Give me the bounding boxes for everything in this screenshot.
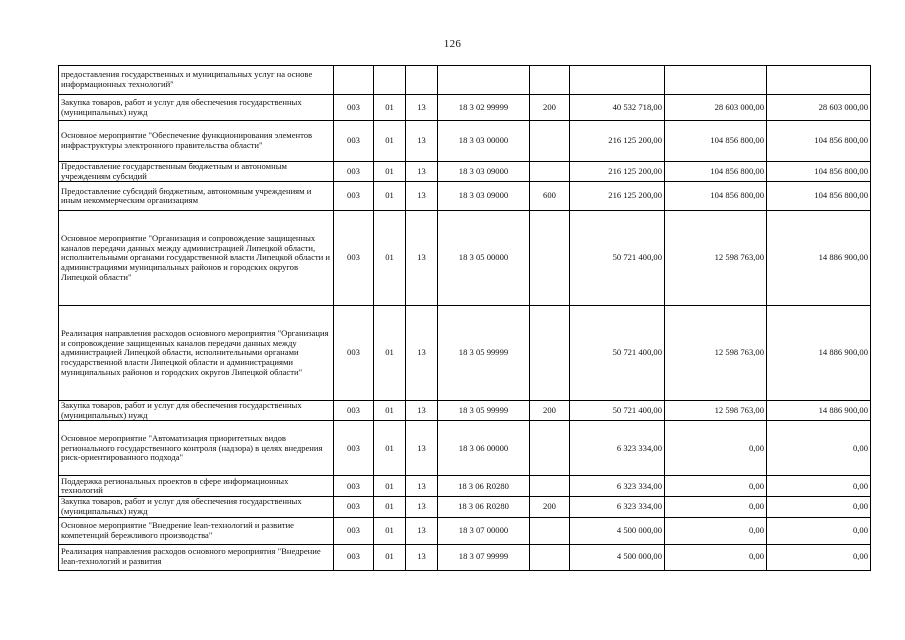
cell-amount-3: 104 856 800,00 xyxy=(767,121,871,162)
table-row xyxy=(59,401,871,421)
cell-expense-type xyxy=(530,306,570,401)
cell-section: 01 xyxy=(374,306,406,401)
table-row xyxy=(59,66,871,95)
cell-section: 01 xyxy=(374,211,406,306)
table-row xyxy=(59,182,871,211)
cell-expense-type: 200 xyxy=(530,497,570,517)
cell-target-article: 18 3 03 00000 xyxy=(438,121,530,162)
table-row xyxy=(59,517,871,544)
cell-target-article: 18 3 05 00000 xyxy=(438,211,530,306)
cell-amount-2: 0,00 xyxy=(665,517,767,544)
cell-amount-3: 0,00 xyxy=(767,476,871,497)
cell-expense-type xyxy=(530,162,570,182)
cell-target-article: 18 3 06 R0280 xyxy=(438,497,530,517)
cell-admin-code xyxy=(334,66,374,95)
cell-section: 01 xyxy=(374,162,406,182)
table-row xyxy=(59,497,871,517)
cell-amount-3: 14 886 900,00 xyxy=(767,401,871,421)
cell-amount-2: 104 856 800,00 xyxy=(665,121,767,162)
cell-admin-code: 003 xyxy=(334,497,374,517)
cell-admin-code: 003 xyxy=(334,182,374,211)
cell-target-article: 18 3 05 99999 xyxy=(438,401,530,421)
cell-target-article: 18 3 06 R0280 xyxy=(438,476,530,497)
cell-target-article: 18 3 03 09000 xyxy=(438,162,530,182)
cell-description: Предоставление государственным бюджетным и автономным учреждениям субсидий xyxy=(59,162,334,182)
cell-expense-type: 600 xyxy=(530,182,570,211)
cell-section: 01 xyxy=(374,95,406,121)
cell-amount-3: 104 856 800,00 xyxy=(767,162,871,182)
cell-amount-1: 40 532 718,00 xyxy=(570,95,665,121)
cell-subsection xyxy=(406,66,438,95)
cell-admin-code: 003 xyxy=(334,401,374,421)
cell-expense-type xyxy=(530,66,570,95)
cell-target-article: 18 3 06 00000 xyxy=(438,421,530,476)
cell-admin-code: 003 xyxy=(334,517,374,544)
cell-target-article: 18 3 02 99999 xyxy=(438,95,530,121)
cell-amount-3: 104 856 800,00 xyxy=(767,182,871,211)
cell-target-article: 18 3 03 09000 xyxy=(438,182,530,211)
cell-amount-2: 0,00 xyxy=(665,476,767,497)
cell-amount-1: 50 721 400,00 xyxy=(570,306,665,401)
cell-section: 01 xyxy=(374,121,406,162)
cell-amount-3: 0,00 xyxy=(767,517,871,544)
cell-amount-3: 0,00 xyxy=(767,544,871,570)
cell-subsection: 13 xyxy=(406,517,438,544)
cell-subsection: 13 xyxy=(406,401,438,421)
cell-subsection: 13 xyxy=(406,544,438,570)
cell-amount-1: 4 500 000,00 xyxy=(570,544,665,570)
cell-admin-code: 003 xyxy=(334,121,374,162)
cell-expense-type: 200 xyxy=(530,95,570,121)
cell-description: Реализация направления расходов основного мероприятия "Организация и сопровождение защищенных каналов передачи данных между администрацией Липецкой области, исполнительными органами государственной власти Липецкой области и администрациями муниципальных районов и городских округов Липецкой области" xyxy=(59,306,334,401)
cell-amount-2: 28 603 000,00 xyxy=(665,95,767,121)
cell-subsection: 13 xyxy=(406,306,438,401)
cell-target-article: 18 3 05 99999 xyxy=(438,306,530,401)
cell-amount-1: 216 125 200,00 xyxy=(570,182,665,211)
table-row xyxy=(59,421,871,476)
cell-subsection: 13 xyxy=(406,121,438,162)
table-row xyxy=(59,544,871,570)
cell-description: Закупка товаров, работ и услуг для обеспечения государственных (муниципальных) нужд xyxy=(59,497,334,517)
page-number: 126 xyxy=(443,38,462,50)
cell-amount-3 xyxy=(767,66,871,95)
cell-description: Основное мероприятие "Внедрение lean-технологий и развитие компетенций бережливого производства" xyxy=(59,517,334,544)
cell-expense-type xyxy=(530,211,570,306)
cell-amount-1: 6 323 334,00 xyxy=(570,497,665,517)
cell-amount-3: 0,00 xyxy=(767,421,871,476)
table-row xyxy=(59,162,871,182)
cell-description: Предоставление субсидий бюджетным, автономным учреждениям и иным некоммерческим организациям xyxy=(59,182,334,211)
cell-subsection: 13 xyxy=(406,182,438,211)
cell-admin-code: 003 xyxy=(334,421,374,476)
cell-section: 01 xyxy=(374,401,406,421)
table-row xyxy=(59,211,871,306)
cell-subsection: 13 xyxy=(406,95,438,121)
table-row xyxy=(59,306,871,401)
cell-admin-code: 003 xyxy=(334,211,374,306)
cell-expense-type xyxy=(530,544,570,570)
cell-target-article: 18 3 07 99999 xyxy=(438,544,530,570)
cell-expense-type xyxy=(530,421,570,476)
cell-amount-1: 6 323 334,00 xyxy=(570,421,665,476)
cell-amount-2: 12 598 763,00 xyxy=(665,211,767,306)
cell-amount-2: 104 856 800,00 xyxy=(665,182,767,211)
cell-amount-2: 0,00 xyxy=(665,497,767,517)
cell-subsection: 13 xyxy=(406,211,438,306)
cell-description: Закупка товаров, работ и услуг для обеспечения государственных (муниципальных) нужд xyxy=(59,95,334,121)
cell-section: 01 xyxy=(374,517,406,544)
cell-description: Основное мероприятие "Организация и сопровождение защищенных каналов передачи данных между администрацией Липецкой области, исполнительными органами государственной власти Липецкой области и администрациями муниципальных районов и городских округов Липецкой области" xyxy=(59,211,334,306)
cell-amount-1: 216 125 200,00 xyxy=(570,121,665,162)
table-row xyxy=(59,95,871,121)
cell-expense-type xyxy=(530,121,570,162)
cell-section: 01 xyxy=(374,421,406,476)
cell-description: Основное мероприятие "Автоматизация приоритетных видов регионального государственного контроля (надзора) в целях внедрения риск-ориентированного подхода" xyxy=(59,421,334,476)
cell-amount-2: 0,00 xyxy=(665,544,767,570)
cell-expense-type: 200 xyxy=(530,401,570,421)
cell-description: Закупка товаров, работ и услуг для обеспечения государственных (муниципальных) нужд xyxy=(59,401,334,421)
cell-subsection: 13 xyxy=(406,421,438,476)
cell-amount-1: 50 721 400,00 xyxy=(570,211,665,306)
cell-amount-1 xyxy=(570,66,665,95)
cell-amount-2: 104 856 800,00 xyxy=(665,162,767,182)
cell-amount-2: 12 598 763,00 xyxy=(665,306,767,401)
cell-amount-1: 4 500 000,00 xyxy=(570,517,665,544)
cell-subsection: 13 xyxy=(406,497,438,517)
cell-description: предоставления государственных и муниципальных услуг на основе информационных технологий" xyxy=(59,66,334,95)
cell-target-article: 18 3 07 00000 xyxy=(438,517,530,544)
cell-amount-2 xyxy=(665,66,767,95)
cell-amount-3: 14 886 900,00 xyxy=(767,211,871,306)
cell-description: Поддержка региональных проектов в сфере информационных технологий xyxy=(59,476,334,497)
cell-description: Реализация направления расходов основного мероприятия "Внедрение lean-технологий и развития xyxy=(59,544,334,570)
cell-description: Основное мероприятие "Обеспечение функционирования элементов инфраструктуры электронного правительства области" xyxy=(59,121,334,162)
table-row xyxy=(59,121,871,162)
cell-admin-code: 003 xyxy=(334,476,374,497)
budget-table xyxy=(58,65,871,571)
cell-section: 01 xyxy=(374,182,406,211)
cell-amount-3: 28 603 000,00 xyxy=(767,95,871,121)
cell-admin-code: 003 xyxy=(334,306,374,401)
cell-amount-1: 50 721 400,00 xyxy=(570,401,665,421)
cell-expense-type xyxy=(530,476,570,497)
cell-amount-2: 12 598 763,00 xyxy=(665,401,767,421)
cell-section: 01 xyxy=(374,476,406,497)
cell-amount-3: 14 886 900,00 xyxy=(767,306,871,401)
cell-expense-type xyxy=(530,517,570,544)
cell-amount-1: 6 323 334,00 xyxy=(570,476,665,497)
cell-section xyxy=(374,66,406,95)
cell-subsection: 13 xyxy=(406,162,438,182)
cell-admin-code: 003 xyxy=(334,544,374,570)
cell-subsection: 13 xyxy=(406,476,438,497)
cell-section: 01 xyxy=(374,497,406,517)
cell-target-article xyxy=(438,66,530,95)
cell-amount-2: 0,00 xyxy=(665,421,767,476)
cell-admin-code: 003 xyxy=(334,95,374,121)
cell-amount-1: 216 125 200,00 xyxy=(570,162,665,182)
table-row xyxy=(59,476,871,497)
cell-amount-3: 0,00 xyxy=(767,497,871,517)
cell-section: 01 xyxy=(374,544,406,570)
cell-admin-code: 003 xyxy=(334,162,374,182)
